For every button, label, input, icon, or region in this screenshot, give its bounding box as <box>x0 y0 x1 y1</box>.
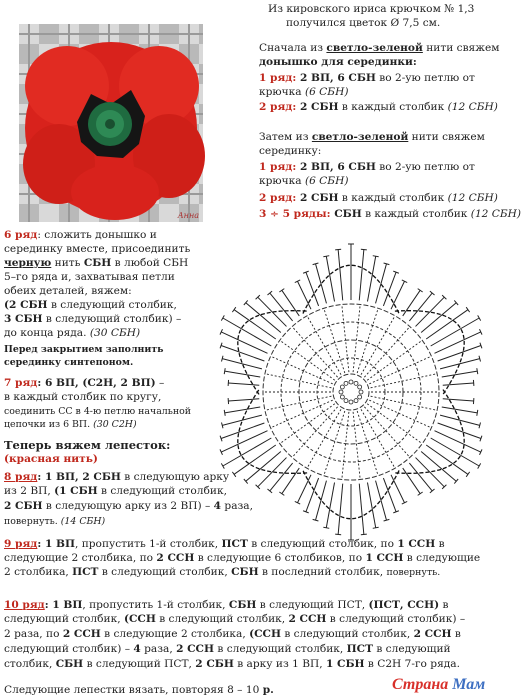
petal-stitch <box>222 359 262 369</box>
petal-stitch <box>376 481 387 521</box>
petal-stitch-cap <box>232 307 235 312</box>
petal-stitch <box>438 346 481 361</box>
petal-stitch <box>442 407 478 413</box>
chart-center-stitch <box>340 385 344 389</box>
row10-line-4: следующий столбик) – 4 раза, 2 ССН в следующий столбик, ПСТ в следующий <box>4 643 451 655</box>
chart-stitch <box>364 328 408 377</box>
intro1-line-b: донышко для серединки: <box>259 56 417 68</box>
petal-stitch <box>421 452 456 482</box>
petal-stitch <box>434 332 480 353</box>
petal-stitch-cap <box>418 289 423 292</box>
row8-line-2: из 2 ВП, (1 СБН в следующий столбик, <box>4 485 227 497</box>
row6-line-4: 5–го ряда и, захватывая петли <box>4 271 175 283</box>
row10-line-5: столбик, СБН в следующий ПСТ, 2 СБН в арку из 1 ВП, 1 СБН в С2Н 7-го ряда. <box>4 658 460 670</box>
row10-line-3: 2 раза, по 2 ССН в следующие 2 столбика, (ССН в следующий столбик, 2 ССН в <box>4 628 461 640</box>
row8-line-1: 8 ряд: 1 ВП, 2 СБН в следующую арку <box>4 471 230 483</box>
petal-stitch <box>225 407 261 413</box>
petal-stitch-cap <box>335 534 341 535</box>
petal-stitch <box>440 415 480 425</box>
petal-stitch-cap <box>478 315 481 320</box>
petal-stitch <box>367 483 375 528</box>
petal-stitch <box>258 297 287 326</box>
chart-center-stitch <box>340 395 344 399</box>
row6-line-3: черную нить СБН в любой СБН <box>4 257 189 269</box>
row8-line-3: 2 СБН в следующую арку из 2 ВП) – 4 раза, <box>4 500 253 512</box>
intro1-line-a: Сначала из светло-зеленой нити свяжем <box>259 42 500 54</box>
petal-stitch <box>282 468 299 494</box>
chart-stitch <box>281 404 334 443</box>
petal-stitch <box>316 264 327 304</box>
row10-line-1: 10 ряд: 1 ВП, пропустить 1-й столбик, СБН в следующий ПСТ, (ПСТ, ССН) в <box>4 599 449 611</box>
petal-stitch <box>403 468 420 494</box>
petal-stitch <box>297 281 310 309</box>
petal-stitch-cap <box>373 256 379 257</box>
petal-stitch <box>367 256 375 301</box>
row7-line-2: в каждый столбик по кругу, <box>4 391 162 403</box>
chart-center-stitch <box>344 381 348 385</box>
petal-stitch <box>434 431 480 452</box>
petal-stitch <box>246 452 281 482</box>
row7-line-4: цепочки из 6 ВП. (30 С2Н) <box>4 419 137 430</box>
petal-stitch <box>421 303 456 333</box>
petal-stitch-cap <box>477 410 478 416</box>
chart-round <box>333 374 369 410</box>
row10-line-2: следующий столбик, (ССН в следующий столбик, 2 ССН в следующий столбик) – <box>4 613 466 625</box>
row7-line-3: соединить СС в 4-ю петлю начальной <box>4 406 191 417</box>
petal-stitch <box>442 371 478 377</box>
petal-stitch-cap <box>477 368 478 374</box>
petal-stitch <box>270 293 293 321</box>
petal-stitch <box>438 423 481 438</box>
chart-center-stitch <box>344 399 348 403</box>
petal-stitch <box>376 264 387 304</box>
footer-text: Следующие лепестки вязать, повторяя 8 – 10 р. <box>4 684 274 696</box>
petal-stitch <box>282 290 299 316</box>
petal-stitch <box>222 415 262 425</box>
intro2-line-a: Затем из светло-зеленой нити свяжем <box>259 131 485 143</box>
petal-stitch <box>225 371 261 377</box>
petal-stitch-cap <box>224 368 225 374</box>
row8-line-4: повернуть. (14 СБН) <box>4 516 106 527</box>
intro2-line-b: серединку: <box>259 145 322 157</box>
petal-stitch <box>403 290 420 316</box>
chart-stitch <box>281 341 334 380</box>
petal-color: (красная нить) <box>4 453 98 465</box>
petal-stitch-cap <box>466 307 469 312</box>
row9-line-3: 2 столбика, ПСТ в следующий столбик, СБН в последний столбик, повернуть. <box>4 566 441 578</box>
chart-stitch <box>364 407 408 456</box>
petal-stitch-cap <box>466 472 469 477</box>
petal-stitch <box>443 399 474 401</box>
petal-stitch <box>426 310 468 339</box>
row7-line-1: 7 ряд: 6 ВП, (С2Н, 2 ВП) – <box>4 377 165 389</box>
petal-stitch <box>228 383 259 385</box>
crochet-chart-svg <box>196 232 506 552</box>
petal-stitch-cap <box>221 463 224 468</box>
petal-stitch <box>221 332 267 353</box>
petal-stitch <box>221 431 267 452</box>
petal-stitch <box>359 484 364 535</box>
chart-round <box>317 358 385 426</box>
row9-line-2: следующие 2 столбика, по 2 ССН в следующие 6 столбиков, по 1 ССН в следующие <box>4 552 481 564</box>
row6-line-5: обеих деталей, вяжем: <box>4 285 132 297</box>
petal-stitch <box>270 463 293 491</box>
petal-stitch <box>443 383 474 385</box>
petal-stitch-cap <box>323 527 329 528</box>
row6-line-8: до конца ряда. (30 СБН) <box>4 327 141 339</box>
petal-stitch <box>234 310 276 339</box>
intro2-row1-cont: крючка (6 СБН) <box>259 175 349 187</box>
intro1-row2: 2 ряд: 2 СБН в каждый столбик (12 СБН) <box>259 101 498 113</box>
petal-stitch <box>234 445 276 474</box>
chart-center-stitch <box>354 381 358 385</box>
row6-line-2: серединку вместе, присоединить <box>4 243 191 255</box>
chart-center-stitch <box>349 400 353 404</box>
photo-signature: Анна <box>177 211 199 220</box>
petal-stitch <box>409 293 432 321</box>
petal-stitch <box>391 281 404 309</box>
chart-stitch <box>367 404 420 443</box>
petal-stitch-cap <box>279 492 284 495</box>
petal-stitch-cap <box>232 472 235 477</box>
petal-stitch <box>338 484 343 535</box>
petal-stitch <box>359 250 364 301</box>
petal-stitch <box>228 399 259 401</box>
petal-stitch <box>338 250 343 301</box>
petal-stitch-cap <box>279 289 284 292</box>
row6-line-6: (2 СБН в следующий столбик, <box>4 299 177 311</box>
petal-stitch <box>391 475 404 503</box>
row6-line-1: 6 ряд: сложить донышко и <box>4 229 157 241</box>
intro2-row1: 1 ряд: 2 ВП, 6 СБН во 2-ую петлю от <box>259 161 475 173</box>
petal-stitch <box>416 297 445 326</box>
petal-stitch <box>246 303 281 333</box>
petal-stitch <box>316 481 327 521</box>
chart-center-stitch <box>339 390 343 394</box>
petal-stitch <box>258 458 287 487</box>
site-watermark: Страна Мам <box>392 676 486 693</box>
header-line-1: Из кировского ириса крючком № 1,3 <box>268 3 475 15</box>
chart-center-stitch <box>349 380 353 384</box>
petal-stitch <box>426 445 468 474</box>
chart-stitch <box>342 306 349 372</box>
chart-center-stitch <box>358 395 362 399</box>
intro2-row3: 3 ÷ 5 ряды: СБН в каждый столбик (12 СБН) <box>259 208 521 220</box>
petal-stitch <box>221 423 264 438</box>
poppy-illustration <box>19 24 203 222</box>
row6-line-7: 3 СБН в следующий столбик) – <box>4 313 182 325</box>
petal-stitch <box>416 458 445 487</box>
chart-center-stitch <box>354 399 358 403</box>
petal-stitch-cap <box>221 315 224 320</box>
petal-stitch-cap <box>361 249 367 250</box>
petal-stitch-cap <box>373 527 379 528</box>
chart-stitch <box>367 341 420 380</box>
intro2-row2: 2 ряд: 2 СБН в каждый столбик (12 СБН) <box>259 192 498 204</box>
crochet-chart <box>196 232 506 552</box>
petal-stitch <box>409 463 432 491</box>
row9-line-1: 9 ряд: 1 ВП, пропустить 1-й столбик, ПСТ в следующий столбик, по 1 ССН в <box>4 538 445 550</box>
petal-title: Теперь вяжем лепесток: <box>4 438 171 452</box>
chart-center-stitch <box>358 385 362 389</box>
petal-stitch-cap <box>361 534 367 535</box>
row6-note-1: Перед закрытием заполнить <box>4 344 164 355</box>
petal-stitch-cap <box>224 410 225 416</box>
petal-stitch-cap <box>478 463 481 468</box>
chart-stitch <box>353 306 360 372</box>
petal-stitch <box>326 256 334 301</box>
petal-stitch-cap <box>418 492 423 495</box>
header-line-2: получился цветок Ø 7,5 см. <box>286 17 441 29</box>
poppy-photo <box>19 24 203 222</box>
petal-stitch <box>326 483 334 528</box>
petal-stitch-cap <box>323 256 329 257</box>
petal-stitch <box>440 359 480 369</box>
petal-stitch <box>221 346 264 361</box>
petal-stitch <box>297 475 310 503</box>
chart-stitch <box>371 396 436 410</box>
chart-stitch <box>342 412 349 478</box>
petal-stitch-cap <box>335 249 341 250</box>
chart-center-stitch <box>359 390 363 394</box>
intro1-row1-cont: крючка (6 СБН) <box>259 86 349 98</box>
chart-stitch <box>293 328 337 377</box>
chart-stitch <box>353 412 360 478</box>
row6-note-2: серединку синтепоном. <box>4 357 134 368</box>
chart-stitch <box>293 407 337 456</box>
intro1-row1: 1 ряд: 2 ВП, 6 СБН во 2-ую петлю от <box>259 72 475 84</box>
